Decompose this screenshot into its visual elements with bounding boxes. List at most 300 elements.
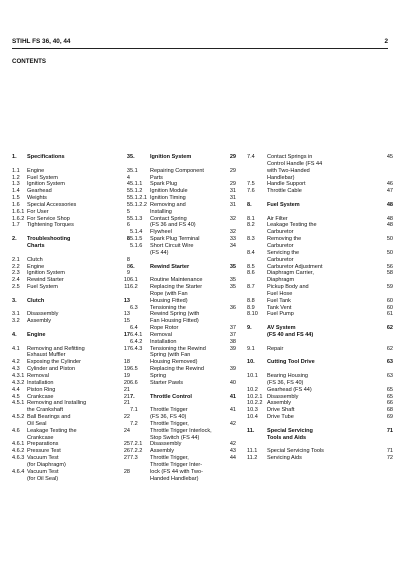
toc-entry-page: 35 [229,277,236,284]
toc-entry-title: Short Circuit Wire (FS 44) [150,242,194,256]
toc-entry[interactable] [130,305,236,326]
toc-entry-number: 8.10 [247,311,258,318]
toc-section-heading[interactable] [12,332,130,339]
toc-entry-title: Weights [27,195,47,202]
toc-entry-title: Tensioning the Rewind Spring (with Fan Housing Fitted) [150,304,200,325]
toc-entry[interactable] [247,448,393,455]
spacer [12,339,130,346]
toc-entry[interactable] [130,366,236,380]
toc-entry-title: Contact Spring (FS 36 and FS 40) [150,215,196,229]
toc-entry-number: 10.2 [247,386,258,393]
toc-entry-page: 8 [126,263,130,270]
toc-entry-number: 6. [130,263,135,270]
toc-entry[interactable] [247,455,393,462]
toc-entry-page: 5 [126,208,130,215]
toc-entry-page: 72 [386,455,393,462]
toc-entry-number: 4.2 [12,359,20,366]
toc-entry[interactable] [247,414,393,421]
toc-entry-title: Leakage Testing the Crankcase [27,427,77,441]
toc-entry-page: 48 [386,215,393,222]
toc-entry-page: 6 [126,222,130,229]
toc-entry-number: 2.1 [12,256,20,263]
toc-entry-title: Gearhead (FS 44) [267,386,312,393]
toc-entry-page: 41 [229,407,236,414]
toc-entry-page: 34 [229,242,236,249]
toc-entry-title: Rope Rotor [150,325,179,332]
toc-entry-number: 10.2.1 [247,393,263,400]
toc-entry-number: 5.1.2.1 [130,195,147,202]
toc-entry-page: 27 [123,455,130,462]
toc-entry[interactable] [247,387,393,394]
toc-entry-page: 13 [123,311,130,318]
toc-entry-title: Exposing the Cylinder [27,359,81,366]
toc-entry-page: 41 [229,393,236,400]
toc-entry-title: Special Servicing Tools [267,448,324,455]
spacer [12,229,130,236]
toc-entry-page: 18 [123,359,130,366]
toc-entry-number: 4.3 [12,366,20,373]
toc-entry[interactable] [130,441,236,448]
toc-entry-page: 36 [229,304,236,311]
toc-entry-title: Bearing Housing (FS 36, FS 40) [267,373,309,386]
toc-entry-title: Pressure Test [27,448,61,455]
toc-entry[interactable] [12,311,130,318]
toc-entry-title: Ball Bearings and Oil Seal [27,414,71,427]
toc-entry-number: 5.1.2.2 [130,201,147,208]
toc-entry[interactable] [247,264,393,271]
toc-entry[interactable] [12,428,130,442]
spacer [247,366,393,373]
toc-entry[interactable] [130,216,236,230]
toc-entry[interactable] [130,284,236,305]
toc-entry-page: 71 [386,427,393,434]
toc-entry[interactable] [247,181,393,188]
toc-entry-number: 1.5 [12,195,20,202]
spacer [130,387,236,394]
toc-entry[interactable] [247,298,393,305]
toc-entry-number: 4.6.3 [12,455,25,462]
toc-entry-title: Engine [27,263,45,270]
toc-entry[interactable] [12,455,130,469]
toc-entry-number: 5.1 [130,167,138,174]
toc-section-heading[interactable] [12,236,130,250]
toc-entry[interactable] [130,421,236,442]
spacer [130,257,236,264]
toc-entry-page: 63 [386,359,393,366]
toc-entry-number: 8. [247,201,252,208]
toc-entry[interactable] [12,359,130,366]
toc-entry-title: Installation [150,338,177,345]
toc-entry[interactable] [12,284,130,291]
toc-entry-page: 68 [386,407,393,414]
toc-entry-number: 4.3.1 [12,373,25,379]
toc-entry-title: Removing and Installing the Crankshaft [27,400,87,414]
toc-entry-number: 5.1.1 [130,181,143,188]
toc-entry[interactable] [12,318,130,325]
toc-entry-number: 3.2 [12,318,20,325]
toc-entry[interactable] [247,284,393,298]
toc-entry[interactable] [247,236,393,250]
toc-entry-page: 26 [123,448,130,455]
toc-entry-number: 4.5.2 [12,414,25,421]
toc-entry-number: 1.1 [12,167,20,174]
toc-entry-page: 60 [386,297,393,304]
toc-entry[interactable] [130,229,236,236]
spacer [247,441,393,448]
toc-entry-number: 8.7 [247,284,255,291]
toc-entry-number: 9. [247,325,252,332]
toc-entry-title: Cylinder and Piston [27,366,76,373]
toc-entry-page: 65 [386,393,393,400]
toc-entry-title: Specifications [27,154,65,160]
toc-entry-page: 47 [386,188,393,195]
toc-entry[interactable] [12,366,130,373]
toc-section-heading[interactable] [130,394,236,401]
toc-entry-number: 4.1 [12,345,20,352]
toc-entry-title: Piston Ring [27,386,56,393]
toc-entry-number: 4.6.2 [12,448,25,455]
toc-entry[interactable] [130,202,236,216]
toc-entry[interactable] [12,257,130,264]
toc-entry-title: Vacuum Test (for Oil Seal) [27,468,59,482]
toc-entry-title: Assembly [150,448,175,455]
toc-entry-page: 9 [126,270,130,277]
toc-entry-title: Disassembly [150,441,182,448]
toc-entry[interactable] [247,270,393,284]
toc-entry-number: 4.6.1 [12,441,25,448]
spacer [12,161,130,168]
toc-entry[interactable] [247,311,393,318]
toc-entry-page: 35 [229,263,236,270]
toc-section-heading[interactable] [130,264,236,271]
toc-entry-title: Ignition System [27,181,65,188]
toc-entry[interactable] [130,325,236,332]
toc-entry[interactable] [247,407,393,414]
toc-entry-page: 10 [123,277,130,284]
toc-entry-title: Rewind Starter [27,277,64,284]
toc-entry-page: 62 [386,325,393,332]
spacer [247,421,393,428]
toc-entry-number: 8.8 [247,297,255,304]
toc-entry-title: Servicing the Carburetor [267,249,300,263]
toc-entry[interactable] [12,448,130,455]
toc-entry[interactable] [12,414,130,428]
toc-entry-number: 2. [12,236,17,243]
toc-entry-number: 1.3 [12,181,20,188]
toc-entry[interactable] [247,216,393,223]
toc-entry-title: Removing and Refitting Exhaust Muffler [27,345,85,359]
toc-entry-page: 29 [229,181,236,188]
toc-entry-number: 3. [12,297,17,304]
toc-entry-page: 42 [229,420,236,427]
toc-entry[interactable] [12,188,130,195]
toc-entry-page: 62 [386,345,393,352]
toc-entry-page: 25 [123,441,130,448]
toc-entry[interactable] [12,264,130,271]
toc-entry-page: 13 [123,297,130,304]
toc-entry[interactable] [12,209,130,216]
toc-entry-page: 69 [386,414,393,421]
toc-entry[interactable] [247,400,393,407]
toc-entry-title: Engine [27,167,45,174]
toc-section-heading[interactable] [12,154,130,161]
toc-entry-number: 8.5 [247,263,255,270]
toc-entry-title: Contact Springs in Control Handle (FS 44 with Two-Handed Handlebar) [267,154,323,181]
toc-entry-number: 1.6.2 [12,215,25,222]
toc-section-heading[interactable] [247,428,393,442]
toc-entry[interactable] [12,346,130,360]
toc-entry-number: 6.4.3 [130,345,143,352]
toc-entry-page: 44 [229,455,236,462]
toc-entry[interactable] [12,277,130,284]
toc-entry[interactable] [12,202,130,209]
toc-entry-page: 63 [386,373,393,379]
toc-column-1 [12,154,130,483]
toc-entry-title: Handle Support [267,181,306,188]
toc-entry[interactable] [12,222,130,229]
toc-entry-number: 7.2 [130,420,138,427]
toc-entry-page: 3 [126,154,130,160]
spacer [130,161,236,168]
toc-entry-page: 65 [386,386,393,393]
toc-entry-title: Ignition Timing [150,195,186,202]
toc-entry-page: 37 [229,325,236,332]
toc-entry-page: 21 [123,400,130,407]
toc-section-heading[interactable] [130,154,236,161]
toc-entry[interactable] [12,175,130,182]
toc-entry-page: 32 [229,229,236,236]
toc-entry[interactable] [247,305,393,312]
toc-entry[interactable] [12,400,130,414]
toc-section-heading[interactable] [12,298,130,305]
toc-entry-page: 61 [386,311,393,318]
toc-entry[interactable] [12,373,130,380]
toc-entry-number: 11. [247,427,255,434]
toc-entry-page: 48 [386,222,393,229]
toc-entry-page: 56 [386,263,393,270]
toc-entry[interactable] [130,277,236,284]
toc-entry-number: 4.5.1 [12,400,25,407]
toc-entry-title: Carburetor Adjustment [267,263,323,270]
toc-entry-title: Removing and Installing [150,201,186,215]
toc-entry-title: For Service Shop [27,215,70,222]
toc-entry-title: Tightening Torques [27,222,74,229]
toc-entry-number: 6.3 [130,304,138,311]
toc-entry-title: Ignition Module [150,188,188,195]
toc-entry-number: 8.1 [247,215,255,222]
spacer [247,352,393,359]
toc-entry-title: Ignition System [27,270,65,277]
toc-entry-title: Rewind Starter [150,263,190,270]
toc-entry-title: Routine Maintenance [150,277,203,284]
toc-entry-page: 31 [229,188,236,195]
toc-entry[interactable] [12,387,130,394]
toc-entry[interactable] [130,346,236,367]
toc-entry-title: Clutch [27,297,45,304]
toc-entry-page: 17 [123,345,130,352]
toc-entry-title: Ignition System [150,154,192,160]
spacer [130,270,236,277]
toc-entry-number: 2.2 [12,263,20,270]
toc-entry-page: 5 [126,201,130,208]
toc-entry-title: Throttle Control [150,393,192,400]
toc-entry-page: 5 [126,215,130,222]
toc-entry-title: Spark Plug [150,181,178,188]
toc-entry-title: Assembly [267,400,292,407]
toc-entry-number: 6.1 [130,277,138,284]
toc-entry[interactable] [247,188,393,195]
toc-entry-number: 2.4 [12,277,20,284]
toc-entry-page: 39 [229,345,236,352]
toc-entry-number: 5.1.6 [130,242,143,249]
toc-entry-page: 5 [126,195,130,202]
toc-entry[interactable] [247,222,393,236]
toc-entry-title: Tank Vent [267,304,292,311]
toc-entry[interactable] [12,270,130,277]
spacer [247,339,393,346]
toc-entry-title: Fuel System [267,201,300,208]
toc-entry-title: Crankcase [27,393,54,400]
toc-entry-page: 45 [386,154,393,160]
toc-entry-page: 20 [123,379,130,386]
toc-entry[interactable] [12,469,130,483]
toc-entry[interactable] [247,154,393,181]
toc-entry-number: 5.1.3 [130,215,143,222]
toc-entry[interactable] [130,243,236,257]
toc-entry-title: Removing the Carburetor [267,236,302,249]
toc-entry-title: Starter Pawls [150,379,183,386]
toc-entry[interactable] [130,455,236,482]
toc-entry[interactable] [12,168,130,175]
toc-entry[interactable] [12,394,130,401]
toc-entry[interactable] [12,380,130,387]
toc-entry-title: Assembly [27,318,52,325]
toc-entry-page: 4 [126,174,130,181]
toc-entry[interactable] [12,195,130,202]
toc-entry-number: 9.1 [247,345,255,352]
toc-entry-title: Fuel System [27,174,58,181]
toc-entry-page: 35 [229,284,236,291]
toc-entry[interactable] [130,339,236,346]
toc-entry-number: 5.1.2 [130,188,143,195]
toc-entry[interactable] [130,332,236,339]
toc-entry-page: 29 [229,154,236,160]
toc-section-heading[interactable] [247,325,393,339]
toc-entry-number: 8.3 [247,236,255,243]
spacer [247,195,393,202]
toc-entry-title: Vacuum Test (for Diaphragm) [27,455,66,468]
toc-entry-page: 58 [386,270,393,277]
toc-entry-number: 7.3 [130,455,138,462]
toc-entry-number: 7.5 [247,181,255,188]
toc-entry[interactable] [130,236,236,243]
toc-entry[interactable] [12,441,130,448]
toc-entry-title: Engine [27,331,46,338]
toc-entry-title: Drive Tube [267,414,294,421]
toc-entry-number: 10.1 [247,373,258,379]
toc-entry-title: Replacing the Rewind Spring [150,366,204,379]
toc-entry-page: 15 [123,318,130,325]
toc-entry[interactable] [130,380,236,387]
toc-entry-number: 4.6 [12,427,20,434]
toc-entry-number: 7. [130,393,135,400]
toc-entry-number: 6.4.2 [130,338,143,345]
header-rule [12,48,388,49]
toc-entry-title: Troubleshooting Charts [27,236,71,249]
toc-entry-title: Throttle Trigger (FS 36, FS 40) [150,407,188,421]
toc-entry-number: 8.9 [247,304,255,311]
toc-entry[interactable] [130,448,236,455]
toc-entry[interactable] [12,216,130,223]
toc-entry-number: 6.5 [130,366,138,373]
toc-entry-page: 8 [126,236,130,243]
toc-entry[interactable] [247,394,393,401]
toc-entry-title: Throttle Trigger, Throttle Trigger Interlock, Stop Switch (FS 44) [150,420,212,441]
toc-entry[interactable] [130,407,236,421]
toc-section-heading[interactable] [247,202,393,209]
toc-entry-number: 7.2.1 [130,441,143,448]
toc-entry-page: 39 [229,366,236,373]
toc-entry[interactable] [247,250,393,264]
toc-entry-number: 6.6 [130,379,138,386]
toc-entry-number: 10.3 [247,407,258,414]
toc-entry[interactable] [12,181,130,188]
toc-entry-page: 71 [386,448,393,455]
toc-entry-number: 6.2 [130,284,138,291]
toc-entry-number: 7.2.2 [130,448,143,455]
toc-entry-title: Replacing the Starter Rope (with Fan Housing Fitted) [150,284,203,304]
toc-entry[interactable] [247,346,393,353]
toc-entry-title: Servicing Aids [267,455,302,462]
toc-entry-page: 48 [386,201,393,208]
toc-entry-title: Flywheel [150,229,172,236]
toc-entry-page: 28 [123,468,130,475]
spacer [247,209,393,216]
toc-entry-page: 17 [123,331,130,338]
toc-entry-page: 19 [123,366,130,373]
toc-entry[interactable] [130,188,236,195]
toc-entry-title: Cutting Tool Drive [267,359,315,366]
toc-entry-number: 6.4.1 [130,331,143,338]
toc-entry-page: 4 [126,181,130,188]
toc-entry-page: 8 [126,256,130,263]
toc-entry[interactable] [130,181,236,188]
spacer [12,291,130,298]
toc-entry-number: 1.6.1 [12,208,25,215]
toc-entry-number: 6.4 [130,325,138,332]
toc-entry-title: Removal [27,373,49,379]
toc-entry[interactable] [247,373,393,387]
toc-entry[interactable] [130,168,236,182]
toc-entry-page: 59 [386,284,393,291]
toc-entry-number: 10. [247,359,255,366]
toc-entry-page: 37 [229,331,236,338]
toc-entry-page: 32 [229,215,236,222]
toc-entry-number: 1.2 [12,174,20,181]
spacer [12,250,130,257]
toc-entry-number: 4.5 [12,393,20,400]
spacer [12,305,130,312]
toc-entry-number: 1. [12,154,17,160]
toc-entry-title: Fuel Pump [267,311,294,318]
toc-section-heading[interactable] [247,359,393,366]
toc-entry-number: 4. [12,331,17,338]
toc-entry-number: 10.4 [247,414,258,421]
toc-entry-number: 1.7 [12,222,20,229]
toc-entry-page: 42 [229,441,236,448]
toc-entry[interactable] [130,195,236,202]
toc-entry-page: 40 [229,379,236,386]
